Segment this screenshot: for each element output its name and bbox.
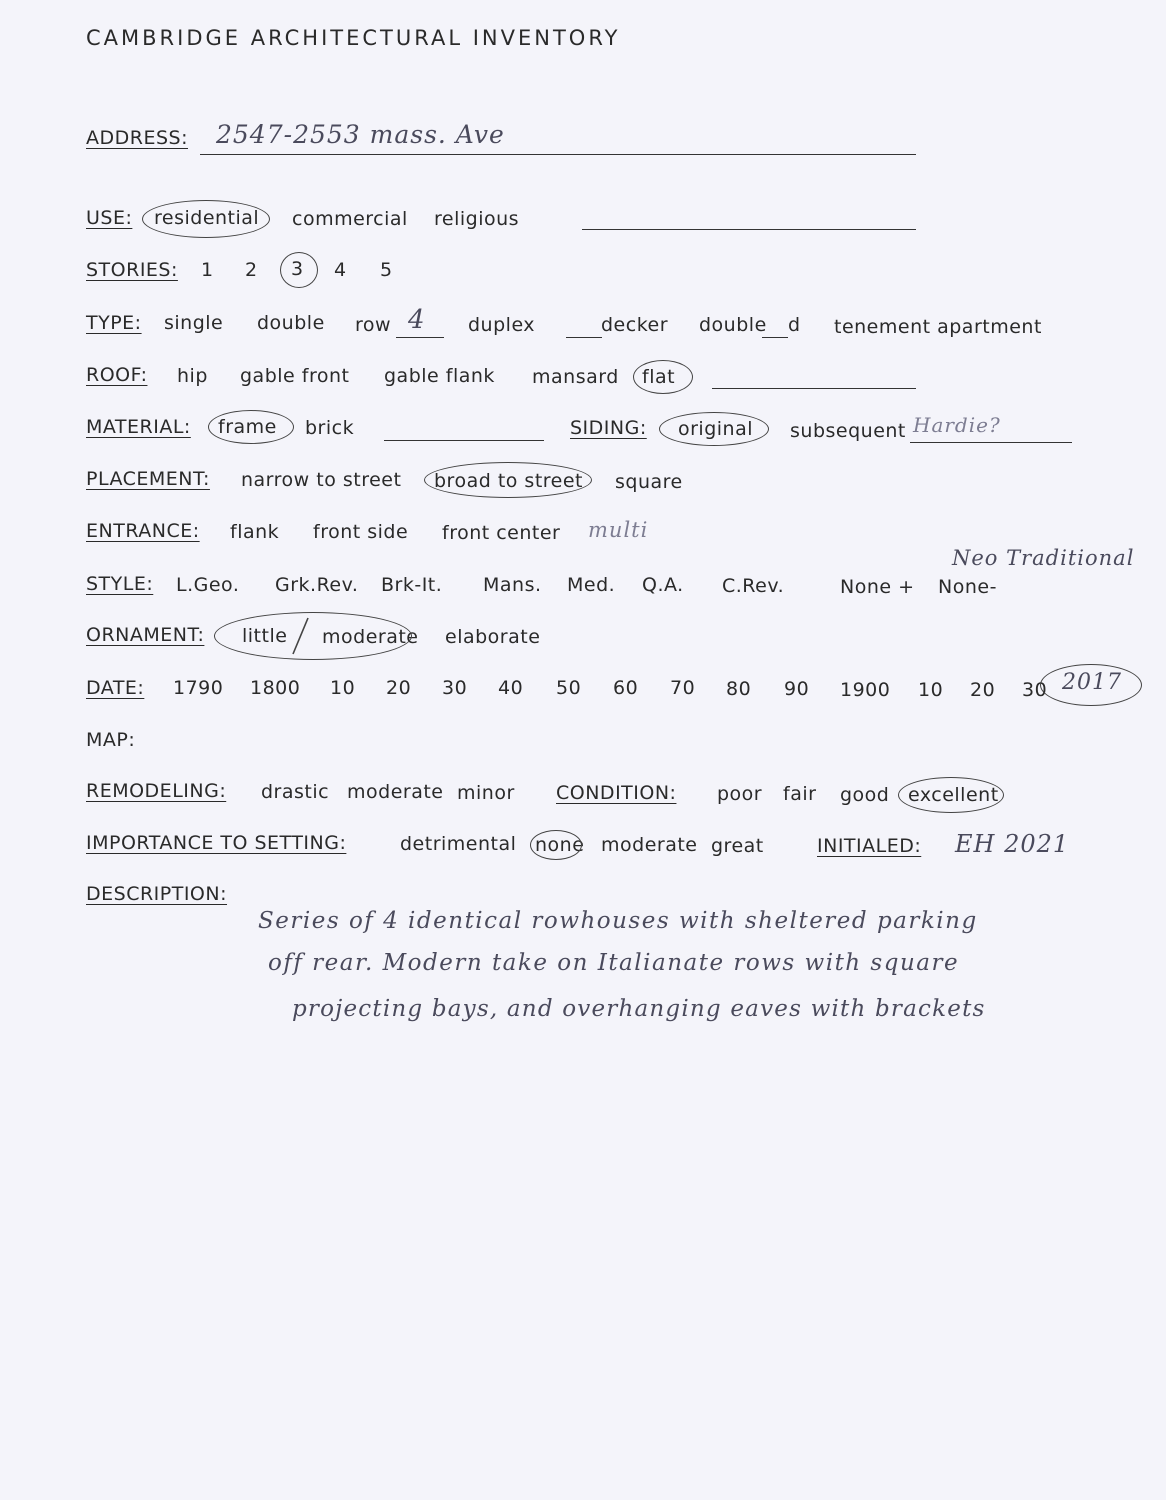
remodeling-option-moderate: moderate [347,781,444,803]
date-option-1920: 20 [970,679,996,701]
style-option-none-plus: None + [840,576,915,598]
importance-option-none: none [535,834,585,856]
date-option-20: 20 [386,677,412,699]
style-option-mans: Mans. [483,574,542,596]
ornament-label: ORNAMENT: [86,624,205,646]
type-double-d-line [762,337,788,338]
importance-label: IMPORTANCE TO SETTING: [86,832,347,854]
ornament-option-moderate: moderate [322,626,419,648]
placement-option-broad: broad to street [434,470,584,492]
initialed-value: EH 2021 [955,830,1070,858]
type-option-row: row [355,314,392,336]
condition-option-fair: fair [783,783,817,805]
type-option-d: d [788,314,801,336]
date-option-1790: 1790 [173,677,224,699]
date-option-1930: 30 [1022,679,1048,701]
roof-option-mansard: mansard [532,366,619,388]
remodeling-option-minor: minor [457,782,515,804]
date-option-10: 10 [330,677,356,699]
description-line-3: projecting bays, and overhanging eaves with brackets [292,996,986,1022]
date-option-60: 60 [613,677,639,699]
ornament-option-elaborate: elaborate [445,626,541,648]
style-option-med: Med. [567,574,616,596]
siding-option-original: original [678,418,754,440]
stories-option-3: 3 [291,258,304,280]
style-option-crev: C.Rev. [722,575,785,597]
roof-line [712,388,916,389]
importance-option-great: great [711,835,764,857]
date-option-1910: 10 [918,679,944,701]
date-option-30: 30 [442,677,468,699]
condition-option-good: good [840,784,890,806]
use-option-residential: residential [154,207,260,229]
address-line [200,154,916,155]
description-line-2: off rear. Modern take on Italianate rows with square [268,950,960,976]
placement-option-narrow: narrow to street [241,469,402,491]
material-option-frame: frame [218,416,277,438]
placement-selection-circle [424,462,592,498]
roof-option-gable-flank: gable flank [384,365,495,387]
type-row-line [396,337,444,338]
siding-option-subsequent: subsequent [790,420,906,442]
roof-option-hip: hip [177,365,208,387]
condition-selection-circle [898,777,1004,813]
stories-option-1: 1 [201,259,214,281]
condition-option-poor: poor [717,783,763,805]
placement-label: PLACEMENT: [86,468,210,490]
type-row-value: 4 [408,305,426,335]
entrance-label: ENTRANCE: [86,520,200,542]
condition-option-excellent: excellent [908,784,999,806]
date-option-1900: 1900 [840,679,891,701]
type-option-double: double [257,312,325,334]
roof-label: ROOF: [86,364,148,386]
type-decker-line [566,337,602,338]
style-option-qa: Q.A. [642,574,684,596]
date-option-50: 50 [556,677,582,699]
stories-option-5: 5 [380,259,393,281]
entrance-note: multi [588,518,649,542]
style-option-none-minus: None- [938,576,997,598]
remodeling-option-drastic: drastic [261,781,330,803]
type-option-tenement-apartment: tenement apartment [834,316,1042,338]
style-option-brkit: Brk-It. [381,574,443,596]
date-value: 2017 [1062,670,1122,695]
date-option-80: 80 [726,678,752,700]
use-line [582,229,916,230]
roof-selection-circle [633,360,693,394]
ornament-option-little: little [242,625,288,647]
stories-label: STORIES: [86,259,178,281]
style-label: STYLE: [86,573,154,595]
roof-option-flat: flat [642,366,676,388]
form-title: CAMBRIDGE ARCHITECTURAL INVENTORY [86,26,621,50]
map-label: MAP: [86,729,136,751]
address-value: 2547-2553 mass. Ave [216,120,505,149]
entrance-option-front-center: front center [442,522,561,544]
use-label: USE: [86,207,133,229]
condition-label: CONDITION: [556,782,677,804]
importance-option-detrimental: detrimental [400,833,517,855]
entrance-option-front-side: front side [313,521,409,543]
use-option-commercial: commercial [292,208,408,230]
date-label: DATE: [86,677,145,699]
stories-option-2: 2 [245,259,258,281]
ornament-slash-mark [288,614,314,658]
style-option-grkrev: Grk.Rev. [275,574,359,596]
use-option-religious: religious [434,208,520,230]
use-selection-circle [142,200,270,238]
material-label: MATERIAL: [86,416,191,438]
entrance-option-flank: flank [230,521,280,543]
remodeling-label: REMODELING: [86,780,227,802]
type-option-double-d: double [699,314,767,336]
initialed-label: INITIALED: [817,835,922,857]
type-label: TYPE: [86,312,142,334]
stories-selection-circle [280,252,318,288]
date-selection-circle [1040,664,1142,706]
style-note: Neo Traditional [952,546,1135,570]
placement-option-square: square [615,471,683,493]
siding-subsequent-value: Hardie? [913,413,1001,437]
style-option-lgeo: L.Geo. [176,574,240,596]
type-option-single: single [164,312,224,334]
type-option-decker: decker [601,314,669,336]
importance-selection-circle [530,830,585,860]
date-option-1800: 1800 [250,677,301,699]
siding-selection-circle [659,412,769,446]
roof-option-gable-front: gable front [240,365,350,387]
type-option-duplex: duplex [468,314,536,336]
date-option-90: 90 [784,678,810,700]
description-label: DESCRIPTION: [86,883,228,905]
material-line [384,440,544,441]
siding-label: SIDING: [570,417,647,439]
address-label: ADDRESS: [86,127,188,149]
date-option-40: 40 [498,677,524,699]
stories-option-4: 4 [334,259,347,281]
date-option-70: 70 [670,677,696,699]
importance-option-moderate: moderate [601,834,698,856]
material-option-brick: brick [305,417,355,439]
siding-line [910,442,1072,443]
description-line-1: Series of 4 identical rowhouses with sheltered parking [258,908,978,934]
material-selection-circle [208,410,294,444]
